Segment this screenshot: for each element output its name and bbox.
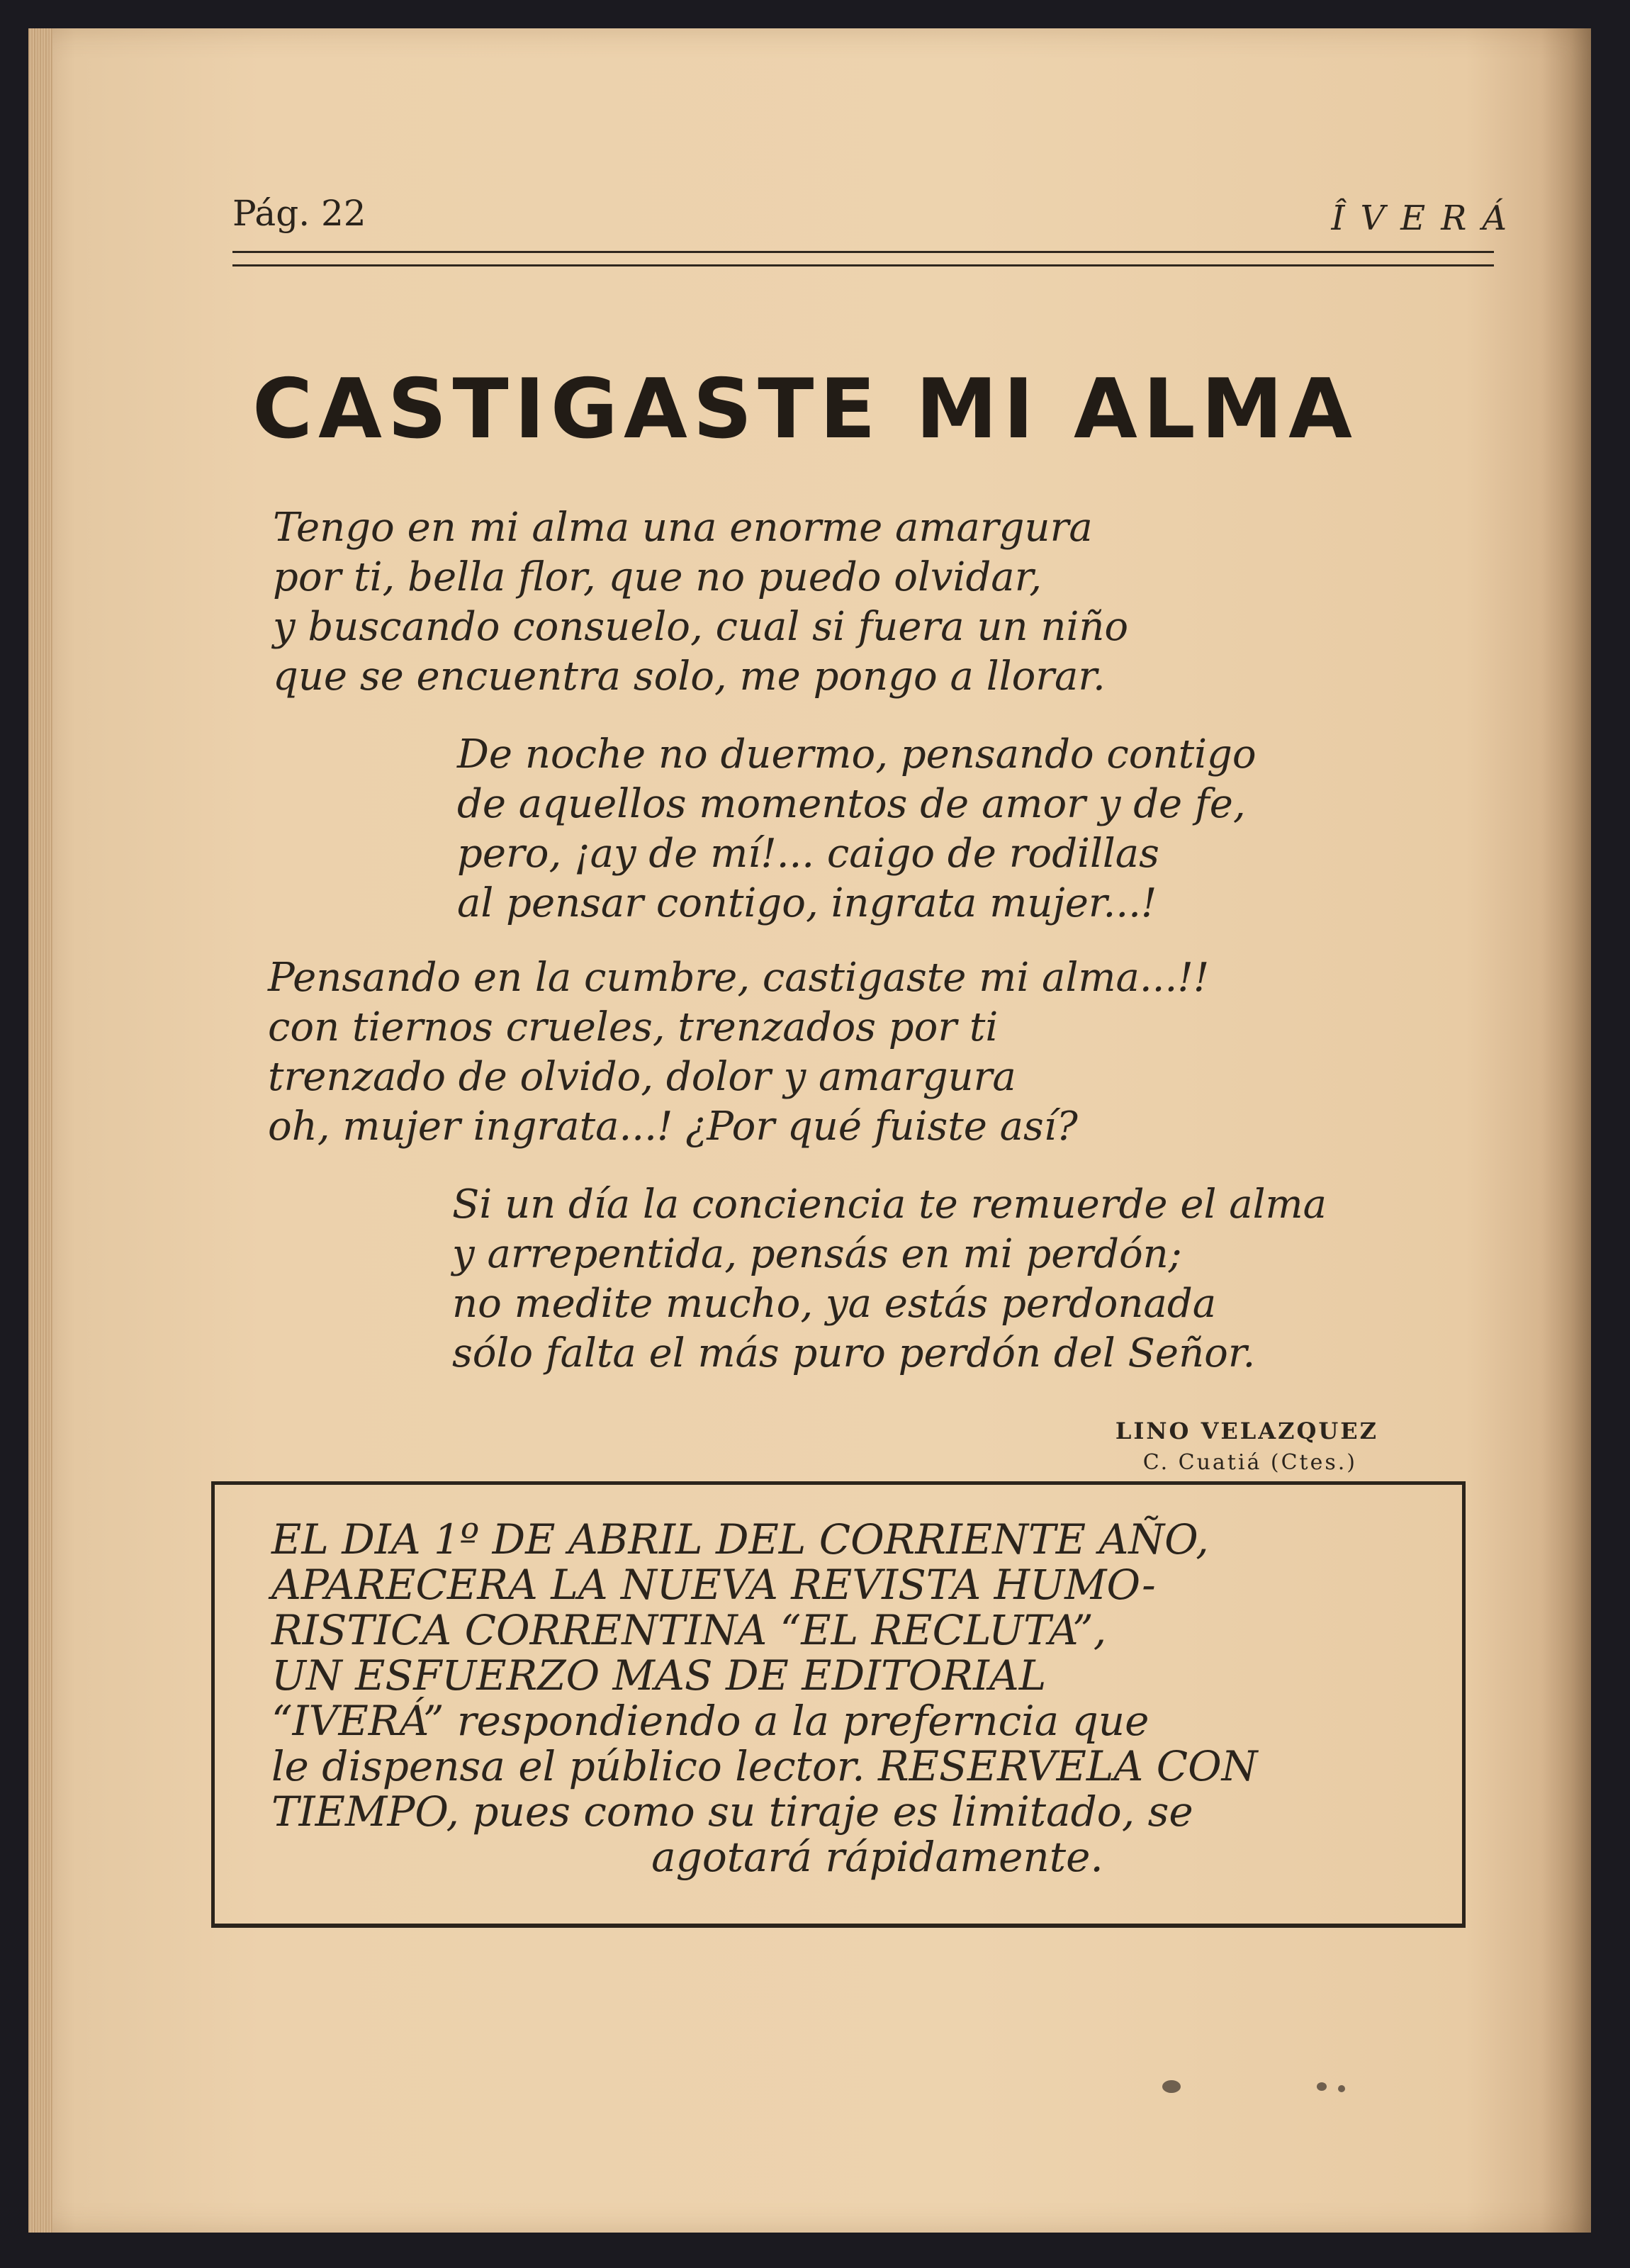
poem-title: CASTIGASTE MI ALMA <box>252 361 1358 457</box>
author-name: LINO VELAZQUEZ <box>1115 1418 1378 1444</box>
stanza-4 <box>452 1180 1327 1379</box>
ink-spot <box>1317 2082 1327 2091</box>
notice-line: TIEMPO, pues como su tiraje es limitado, se <box>271 1787 1193 1836</box>
verse-line: Pensando en la cumbre, castigaste mi alma...!! <box>268 955 1210 1001</box>
verse-line: y arrepentida, pensás en mi perdón; <box>452 1231 1182 1277</box>
notice-text <box>271 1517 1391 1880</box>
verse-line: oh, mujer ingrata...! ¿Por qué fuiste así? <box>268 1104 1078 1150</box>
verse-line: con tiernos crueles, trenzados por ti <box>268 1004 999 1050</box>
stanza-2 <box>457 730 1257 928</box>
binding-shadow <box>1541 28 1591 2233</box>
notice-box <box>211 1481 1466 1928</box>
page-edges <box>28 28 52 2233</box>
verse-line: sólo falta el más puro perdón del Señor. <box>452 1330 1256 1376</box>
verse-line: trenzado de olvido, dolor y amargura <box>268 1054 1016 1100</box>
notice-last-line: agotará rápidamente. <box>651 1833 1103 1881</box>
stanza-3 <box>268 953 1209 1152</box>
notice-line: RISTICA CORRENTINA “EL RECLUTA”, <box>271 1606 1107 1654</box>
stanza-1 <box>273 503 1128 702</box>
header-rule <box>232 251 1494 266</box>
ink-spot <box>1162 2080 1181 2093</box>
verse-line: Tengo en mi alma una enorme amargura <box>273 505 1093 551</box>
page-number: Pág. 22 <box>232 193 366 234</box>
verse-line: De noche no duermo, pensando contigo <box>457 731 1257 777</box>
verse-line: por ti, bella flor, que no puedo olvidar, <box>273 554 1042 600</box>
verse-line: que se encuentra solo, me pongo a llorar. <box>273 653 1106 700</box>
author-signature <box>1115 1415 1378 1478</box>
verse-line: al pensar contigo, ingrata mujer...! <box>457 880 1157 926</box>
verse-line: no medite mucho, ya estás perdonada <box>452 1281 1217 1327</box>
magazine-page <box>28 28 1591 2233</box>
verse-line: de aquellos momentos de amor y de fe, <box>457 781 1246 827</box>
ink-spot <box>1338 2085 1345 2092</box>
verse-line: y buscando consuelo, cual si fuera un niño <box>273 604 1129 650</box>
notice-line: le dispensa el público lector. RESERVELA CON <box>271 1742 1258 1790</box>
magazine-name: ÎVERÁ <box>1331 198 1522 238</box>
notice-line: “IVERÁ” respondiendo a la preferncia que <box>271 1697 1150 1745</box>
verse-line: Si un día la conciencia te remuerde el alma <box>452 1181 1327 1228</box>
notice-line: UN ESFUERZO MAS DE EDITORIAL <box>271 1651 1047 1700</box>
page-header <box>232 193 1522 242</box>
notice-line: APARECERA LA NUEVA REVISTA HUMO- <box>271 1561 1156 1609</box>
notice-line: EL DIA 1º DE ABRIL DEL CORRIENTE AÑO, <box>271 1515 1209 1564</box>
verse-line: pero, ¡ay de mí!... caigo de rodillas <box>457 831 1159 877</box>
author-place: C. Cuatiá (Ctes.) <box>1142 1450 1357 1475</box>
